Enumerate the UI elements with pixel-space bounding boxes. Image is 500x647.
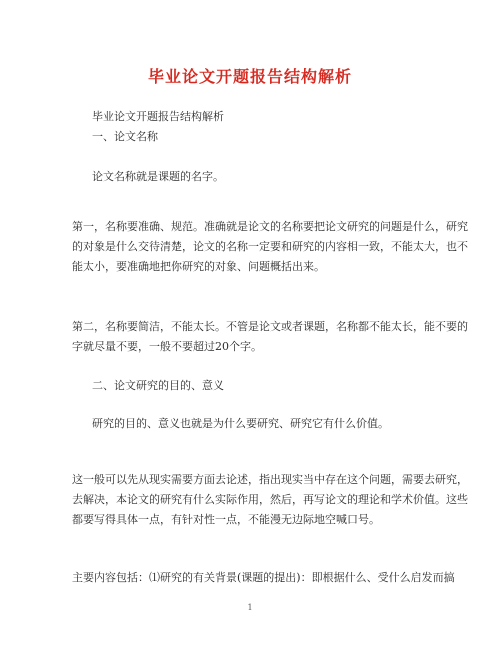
paragraph-5 [72,470,468,530]
paragraph-2 [72,217,468,277]
paragraph-5-line: 都要写得具体一点，有针对性一点，不能漫无边际地空喊口号。 [72,513,380,526]
subtitle-line: 毕业论文开题报告结构解析 [92,110,224,123]
section-heading-2: 二、论文研究的目的、意义 [92,379,224,392]
paragraph-2-line: 第一，名称要准确、规范。准确就是论文的名称要把论文研究的问题是什么，研究 [72,220,468,233]
document-title: 毕业论文开题报告结构解析 [147,67,352,86]
paragraph-3 [72,317,468,357]
paragraph-2-line: 能太小，要准确地把你研究的对象、问题概括出来。 [72,260,325,273]
paragraph-3-line: 字就尽量不要，一般不要超过20个字。 [72,340,262,353]
paragraph-6: 主要内容包括：⑴研究的有关背景(课题的提出)：即根据什么、受什么启发而搞 [72,571,455,584]
paragraph-5-line: 这一般可以先从现实需要方面去论述，指出现实当中存在这个问题，需要去研究， [72,473,468,486]
section-heading-1: 一、论文名称 [92,130,158,143]
paragraph-2-line: 的对象是什么交待清楚，论文的名称一定要和研究的内容相一致，不能太大，也不 [72,240,468,253]
paragraph-4: 研究的目的、意义也就是为什么要研究、研究它有什么价值。 [92,417,389,430]
paragraph-3-line: 第二，名称要简洁，不能太长。不管是论文或者课题，名称都不能太长，能不要的 [72,320,468,333]
paragraph-5-line: 去解决，本论文的研究有什么实际作用，然后，再写论文的理论和学术价值。这些 [72,493,468,506]
page-number: 1 [247,603,253,612]
paragraph-1: 论文名称就是课题的名字。 [92,170,224,183]
